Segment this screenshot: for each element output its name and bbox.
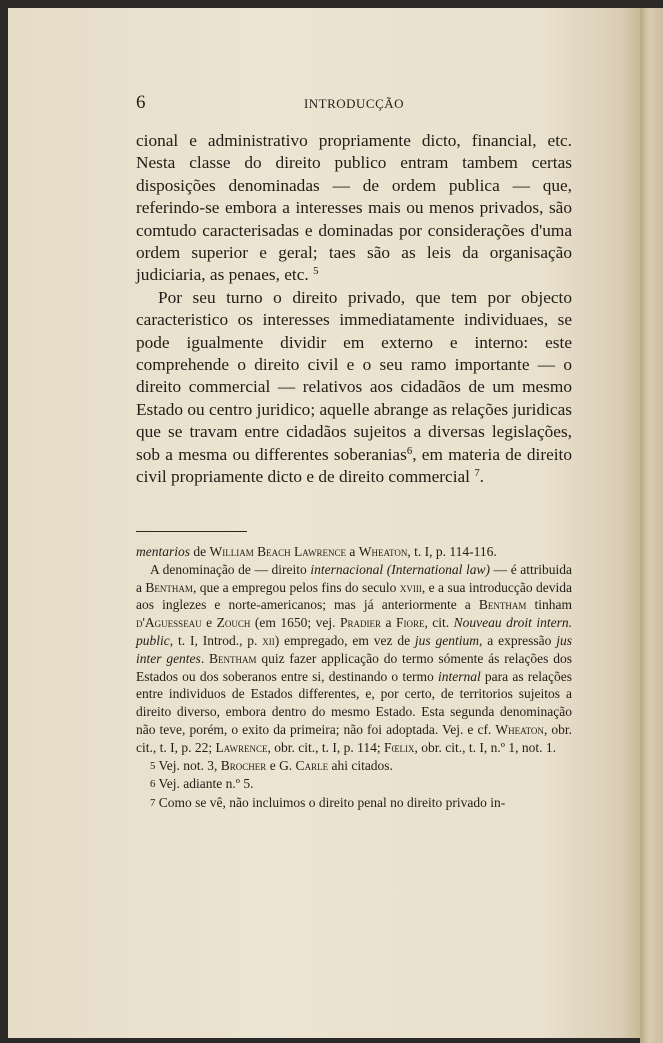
page-header [136,92,572,118]
footnote-paragraph: A denominação de — direito internacional (International law) — é attribuida a Bentham, que a empregou pelos fins do seculo xviii, e a sua introducção devida aos inglezes e norte-americanos; mas já anteriormente a Bentham tinham d'Aguesseau e Zouch (em 1650; vej. Pradier a Fiore, cit. Nouveau droit intern. public, t. I, Introd., p. xii) empregado, em vez de jus gentium, a expressão jus inter gentes. Bentham quiz fazer applicação do termo sómente ás relações dos Estados ou dos soberanos entre si, destinando o termo internal para as relações entre individuos de Estados differentes, e, por certo, de territorios sujeitos a direito diverso, embora dentro do mesmo Estado. Esta segunda denominação não teve, porém, o exito da primeira; não foi adoptada. Vej. e cf. Wheaton, obr. cit., t. I, p. 22; Lawrence, obr. cit., t. I, p. 114; Fœlix, obr. cit., t. I, n.º 1, not. 1. [136,561,573,755]
footnote-ref-6: 6 [406,444,413,457]
main-text [136,130,572,489]
page-edge [640,8,663,1043]
footnote-rule [136,531,247,532]
paragraph-1: cional e administrativo propriamente dicto, financial, etc. Nesta classe do direito publico entram tambem certas disposições denominadas — de ordem publica — que, referindo-se embora a interesses mais ou menos privados, são comtudo caracterisadas e dominadas por considerações d'uma ordem superior e geral; taes são as leis da organisação judiciaria, as penaes, etc. $^5$ [136,131,572,285]
footnote-ref-7: 7 [474,467,480,480]
page-number: 6 [136,92,146,113]
footnote-continuation: mentarios de William Beach Lawrence a Wheaton, t. I, p. 114-116. [136,544,497,559]
footnote-6: 6 Vej. adiante n.º 5. [150,776,254,792]
paragraph-2: Por seu turno o direito privado, que tem por objecto caracteristico os interesses immediatamente individuaes, se pode igualmente dividir em externo e interno: este comprehende o direito civil e o seu ramo importante — o direito commercial — relativos aos cidadãos de um mesmo Estado ou centro juridico; aquelle abrange as relações juridicas que se travam entre cidadãos sujeitos a diversas legislações, sob a mesma ou differentes soberanias$^6$, em materia de direito civil propriamente dicto e de direito commercial $^7$. [136,287,572,487]
running-head: INTRODUCÇÃO [303,96,405,111]
footnote-5: 5 Vej. not. 3, Brocher e G. Carle ahi citados. [150,757,393,773]
footnote-ref-5: 5 [313,265,319,278]
footnotes [136,543,572,813]
footnote-7: 7 Como se vê, não incluimos o direito penal no direito privado in- [150,795,506,810]
